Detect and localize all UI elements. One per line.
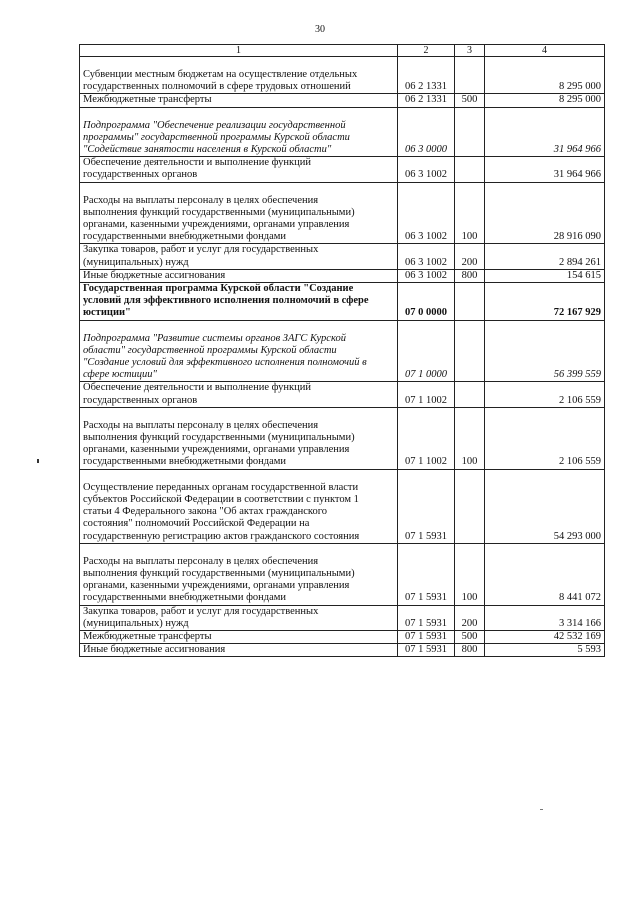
row-name-line: условий для эффективного исполнения полномочий в сфере <box>83 295 369 307</box>
row-name-line: государственными внебюджетными фондами <box>83 231 287 243</box>
row-name-line: состояния" полномочий Российской Федерации на <box>83 518 310 530</box>
header-col-sum: 4 <box>485 45 605 57</box>
table-row <box>80 269 605 282</box>
row-code-cell: 07 1 5931 <box>398 605 455 630</box>
row-sum-cell: 2 106 559 <box>485 382 605 407</box>
row-name-line: выполнения функций государственными (муниципальными) <box>83 206 355 218</box>
row-vr-cell: 200 <box>455 244 485 269</box>
row-name-cell <box>80 382 398 407</box>
table-body <box>80 57 605 657</box>
row-name-line: Иные бюджетные ассигнования <box>83 644 226 656</box>
row-sum-cell: 8 441 072 <box>485 543 605 605</box>
table-row <box>80 94 605 107</box>
blank-line <box>83 57 394 69</box>
table-row <box>80 630 605 643</box>
row-vr-cell <box>455 57 485 94</box>
row-code-cell: 07 1 1002 <box>398 407 455 469</box>
row-name-cell <box>80 94 398 107</box>
row-code-cell: 07 1 5931 <box>398 469 455 543</box>
row-name-cell <box>80 605 398 630</box>
row-vr-cell: 500 <box>455 94 485 107</box>
margin-mark <box>37 459 39 463</box>
row-name-line: государственными внебюджетными фондами <box>83 456 287 468</box>
row-name-line: программы" государственной программы Курской области <box>83 131 350 143</box>
row-name-cell <box>80 469 398 543</box>
blank-line <box>83 321 394 333</box>
table-row <box>80 157 605 182</box>
table-row <box>80 283 605 321</box>
row-sum-cell: 8 295 000 <box>485 94 605 107</box>
table-row <box>80 244 605 269</box>
row-name-line: органами, казенными учреждениями, органами управления <box>83 444 350 456</box>
table-row <box>80 382 605 407</box>
page-number: 30 <box>315 24 325 35</box>
header-col-vr: 3 <box>455 45 485 57</box>
row-code-cell: 06 3 1002 <box>398 244 455 269</box>
row-name-cell <box>80 182 398 244</box>
row-name-line: Подпрограмма "Развитие системы органов ЗАГС Курской <box>83 332 346 344</box>
row-sum-cell: 2 106 559 <box>485 407 605 469</box>
table-row <box>80 644 605 657</box>
row-name-cell <box>80 244 398 269</box>
row-name-line: области" государственной программы Курской области <box>83 344 337 356</box>
row-vr-cell: 800 <box>455 269 485 282</box>
row-name-cell <box>80 283 398 321</box>
row-name-line: Расходы на выплаты персоналу в целях обеспечения <box>83 194 319 206</box>
row-sum-cell: 31 964 966 <box>485 107 605 157</box>
row-name-cell <box>80 543 398 605</box>
row-sum-cell: 3 314 166 <box>485 605 605 630</box>
row-name-cell <box>80 269 398 282</box>
row-name-line: Расходы на выплаты персоналу в целях обеспечения <box>83 419 319 431</box>
blank-line <box>83 183 394 195</box>
row-name-line: государственных полномочий в сфере трудовых отношений <box>83 81 351 93</box>
row-sum-cell: 154 615 <box>485 269 605 282</box>
row-name-cell <box>80 157 398 182</box>
row-name-line: юстиции" <box>83 307 131 319</box>
row-sum-cell: 42 532 169 <box>485 630 605 643</box>
row-code-cell: 07 1 0000 <box>398 320 455 382</box>
row-name-line: "Создание условий для эффективного исполнения полномочий в <box>83 357 367 369</box>
row-name-line: Межбюджетные трансферты <box>83 630 212 642</box>
table-row <box>80 182 605 244</box>
row-vr-cell <box>455 157 485 182</box>
row-name-line: органами, казенными учреждениями, органами управления <box>83 580 350 592</box>
table-row <box>80 320 605 382</box>
table-row <box>80 469 605 543</box>
blank-line <box>83 108 394 120</box>
row-name-line: "Содействие занятости населения в Курской области" <box>83 144 332 156</box>
row-name-cell <box>80 407 398 469</box>
row-code-cell: 07 1 5931 <box>398 644 455 657</box>
row-name-line: Межбюджетные трансферты <box>83 94 212 106</box>
row-vr-cell: 800 <box>455 644 485 657</box>
blank-line <box>83 470 394 482</box>
row-sum-cell: 2 894 261 <box>485 244 605 269</box>
scan-speck <box>540 809 543 810</box>
row-vr-cell <box>455 283 485 321</box>
row-vr-cell: 100 <box>455 543 485 605</box>
row-name-line: выполнения функций государственными (муниципальными) <box>83 432 355 444</box>
row-code-cell: 07 0 0000 <box>398 283 455 321</box>
row-name-line: (муниципальных) нужд <box>83 617 189 629</box>
row-name-line: Обеспечение деятельности и выполнение функций <box>83 157 311 169</box>
row-name-line: Государственная программа Курской области "Создание <box>83 283 354 295</box>
row-sum-cell: 54 293 000 <box>485 469 605 543</box>
row-name-line: Закупка товаров, работ и услуг для государственных <box>83 244 319 256</box>
row-sum-cell: 28 916 090 <box>485 182 605 244</box>
row-sum-cell: 8 295 000 <box>485 57 605 94</box>
row-name-cell <box>80 630 398 643</box>
header-row <box>80 45 605 57</box>
row-code-cell: 06 2 1331 <box>398 94 455 107</box>
row-name-line: государственными внебюджетными фондами <box>83 592 287 604</box>
header-col-code: 2 <box>398 45 455 57</box>
row-name-line: Осуществление переданных органам государственной власти <box>83 481 359 493</box>
row-sum-cell: 56 399 559 <box>485 320 605 382</box>
row-vr-cell <box>455 469 485 543</box>
row-vr-cell <box>455 107 485 157</box>
row-sum-cell: 5 593 <box>485 644 605 657</box>
row-name-line: (муниципальных) нужд <box>83 256 189 268</box>
row-name-line: Обеспечение деятельности и выполнение функций <box>83 382 311 394</box>
row-vr-cell: 100 <box>455 407 485 469</box>
row-code-cell: 06 2 1331 <box>398 57 455 94</box>
row-code-cell: 06 3 0000 <box>398 107 455 157</box>
row-name-line: органами, казенными учреждениями, органами управления <box>83 219 350 231</box>
row-name-line: Расходы на выплаты персоналу в целях обеспечения <box>83 555 319 567</box>
table-row <box>80 605 605 630</box>
row-sum-cell: 72 167 929 <box>485 283 605 321</box>
blank-line <box>83 544 394 556</box>
row-name-cell <box>80 644 398 657</box>
row-name-line: статьи 4 Федерального закона "Об актах гражданского <box>83 506 328 518</box>
row-name-cell <box>80 57 398 94</box>
blank-line <box>83 408 394 420</box>
row-name-line: Иные бюджетные ассигнования <box>83 269 226 281</box>
row-sum-cell: 31 964 966 <box>485 157 605 182</box>
table-row <box>80 543 605 605</box>
table-row <box>80 107 605 157</box>
row-name-line: Субвенции местным бюджетам на осуществление отдельных <box>83 69 358 80</box>
row-name-line: субъектов Российской Федерации в соответствии с пунктом 1 <box>83 493 359 505</box>
table-row <box>80 407 605 469</box>
row-name-line: Закупка товаров, работ и услуг для государственных <box>83 605 319 617</box>
table-row <box>80 57 605 94</box>
budget-table <box>79 44 605 657</box>
row-name-line: государственных органов <box>83 394 198 406</box>
row-name-line: Подпрограмма "Обеспечение реализации государственной <box>83 119 346 131</box>
row-code-cell: 06 3 1002 <box>398 157 455 182</box>
row-code-cell: 06 3 1002 <box>398 182 455 244</box>
row-vr-cell <box>455 320 485 382</box>
row-name-line: государственных органов <box>83 169 198 181</box>
row-name-line: государственную регистрацию актов гражданского состояния <box>83 530 360 542</box>
row-vr-cell: 500 <box>455 630 485 643</box>
row-vr-cell: 200 <box>455 605 485 630</box>
row-code-cell: 07 1 5931 <box>398 630 455 643</box>
row-name-line: выполнения функций государственными (муниципальными) <box>83 567 355 579</box>
row-vr-cell <box>455 382 485 407</box>
row-name-cell <box>80 320 398 382</box>
row-code-cell: 07 1 1002 <box>398 382 455 407</box>
row-name-line: сфере юстиции" <box>83 369 157 381</box>
row-code-cell: 07 1 5931 <box>398 543 455 605</box>
row-vr-cell: 100 <box>455 182 485 244</box>
row-code-cell: 06 3 1002 <box>398 269 455 282</box>
row-name-cell <box>80 107 398 157</box>
header-col-name: 1 <box>80 45 398 57</box>
